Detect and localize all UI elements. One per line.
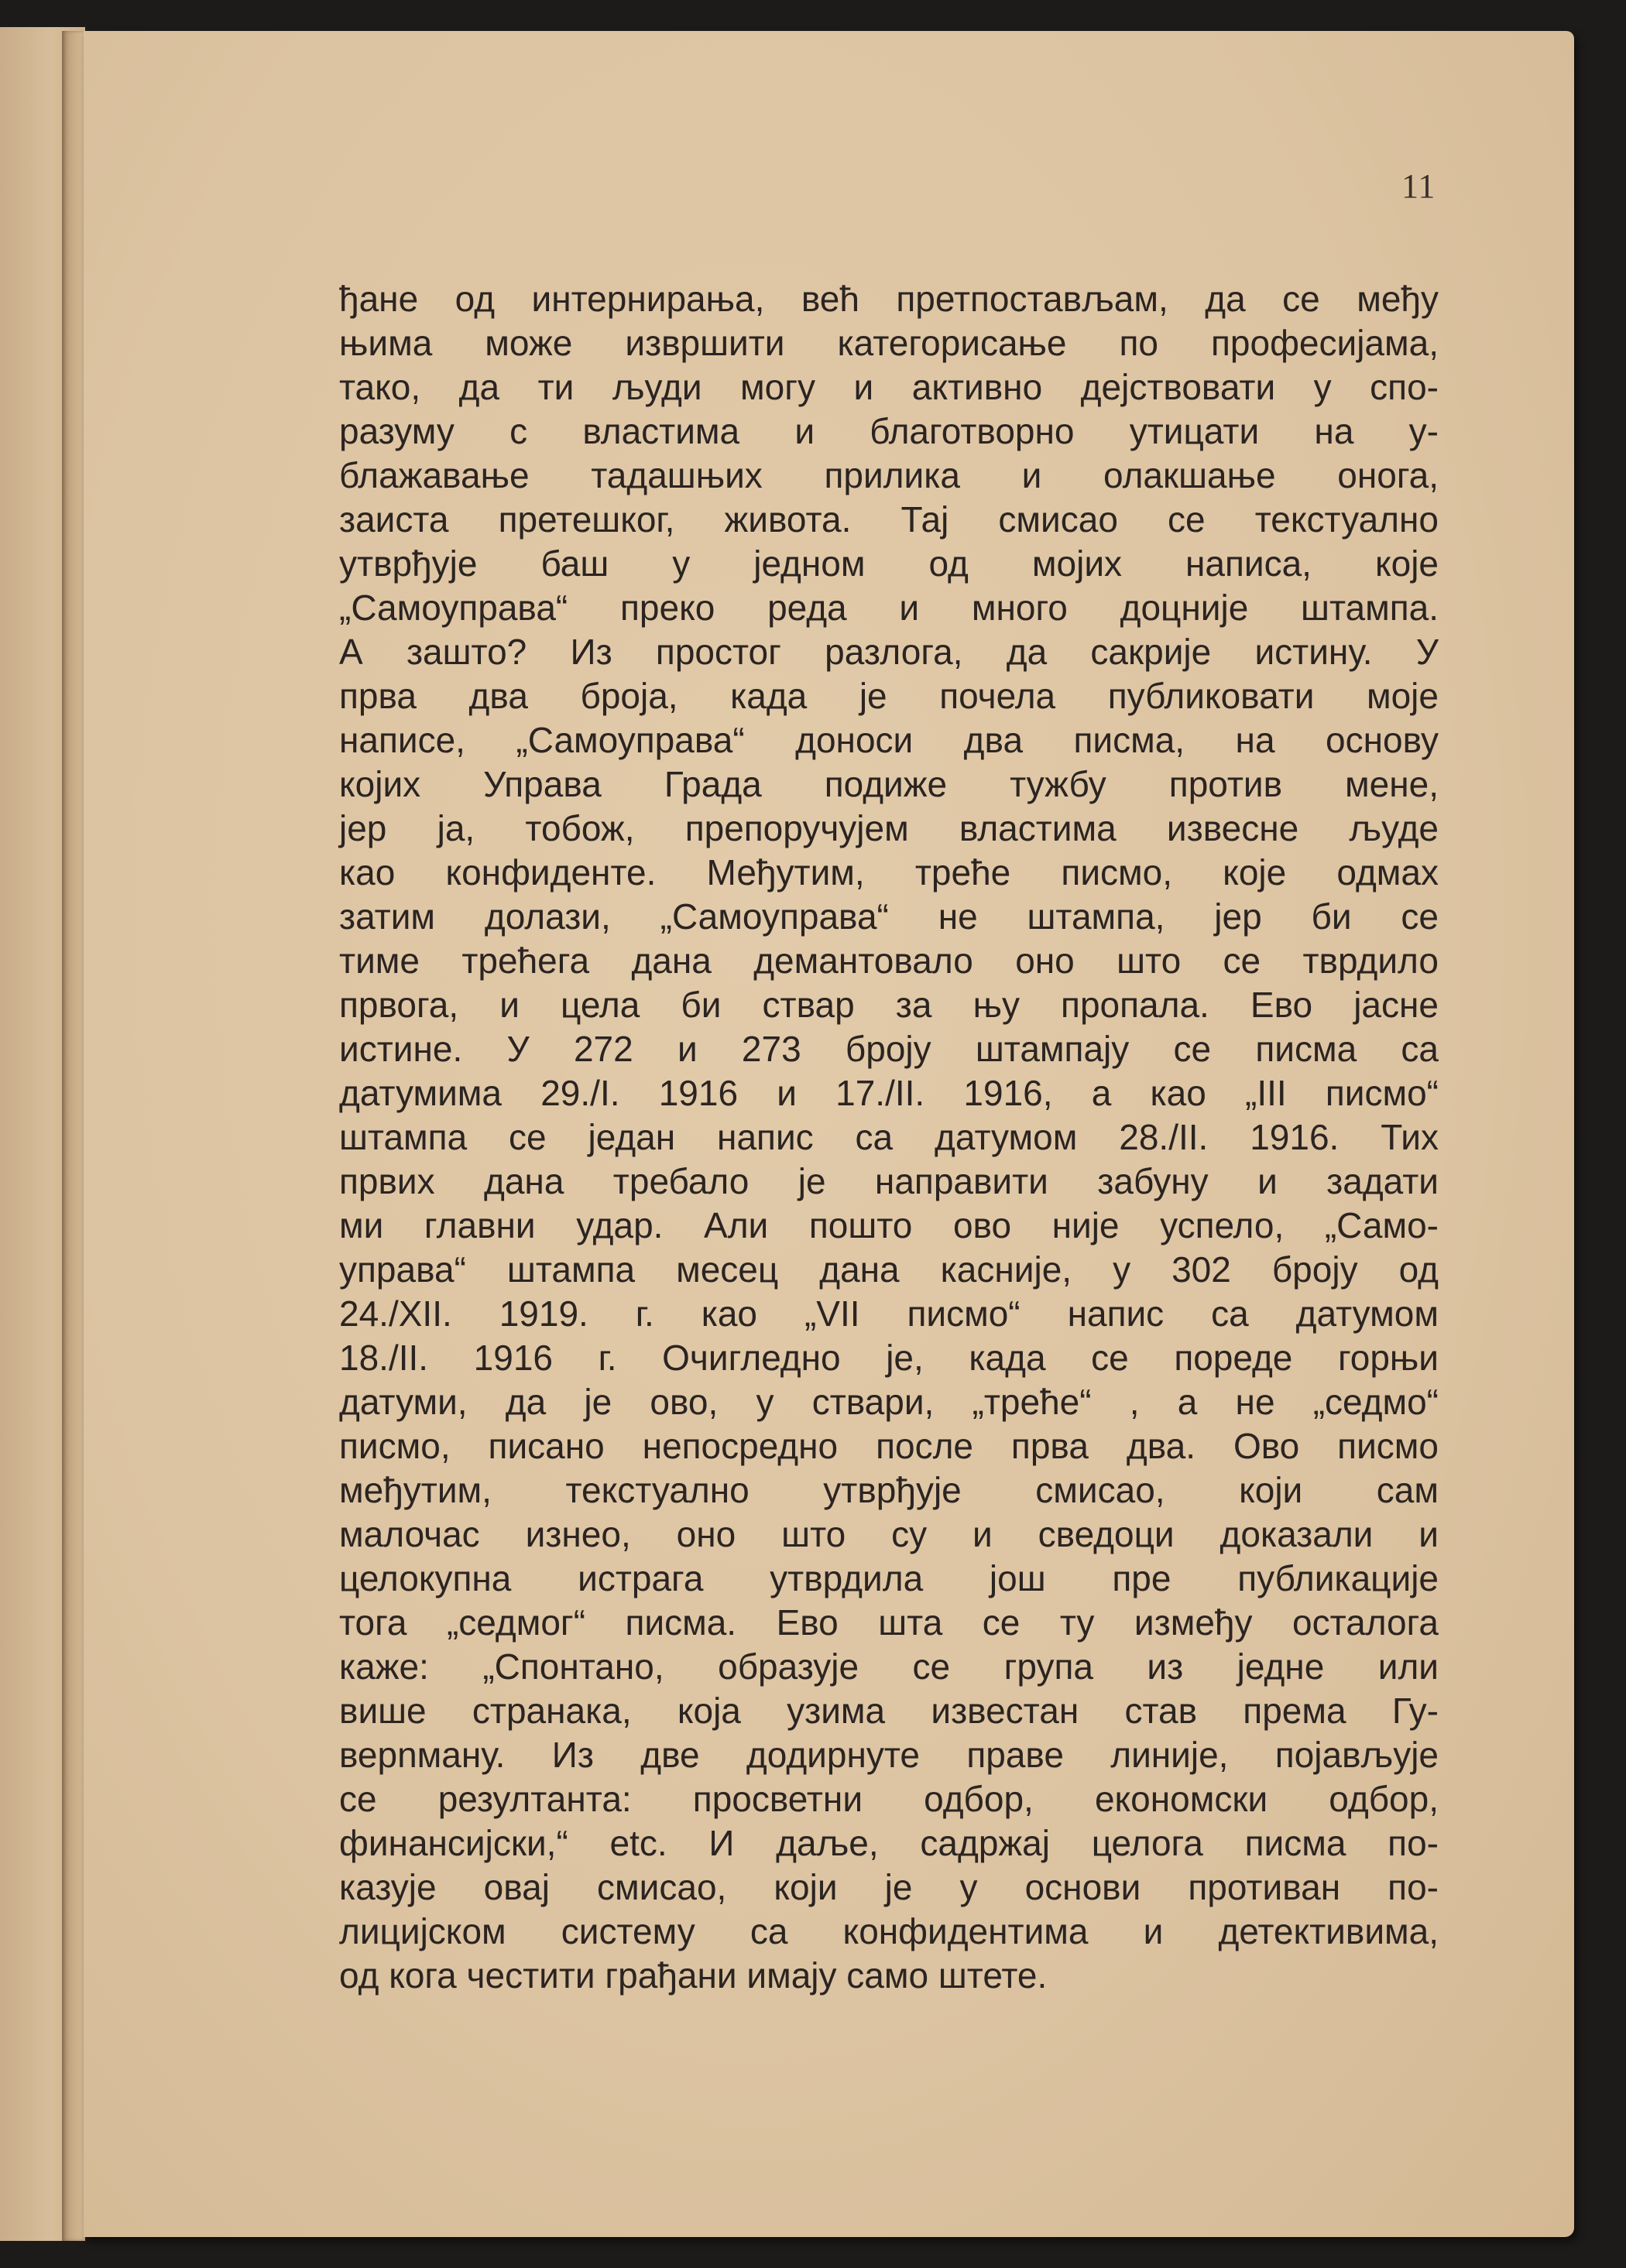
text-line: од кога честити грађани имају само штете. [339,1955,1048,1996]
text-line: јер ја, тобож, препоручујем властима извесне људе [339,808,1439,848]
text-line: заиста претешког, живота. Тај смисао се текстуално [339,499,1439,540]
book-gutter [62,31,84,2241]
text-line: написе, „Самоуправа“ доноси два писма, на основу [339,720,1439,760]
text-line: се резултанта: просветни одбор, економски одбор, [339,1779,1439,1819]
text-line: писмо, писано непосредно после прва два. Ово писмо [339,1426,1439,1466]
text-line: првих дана требало је направити забуну и задати [339,1161,1439,1201]
text-line: малочас изнео, оно што су и сведоци доказали и [339,1514,1439,1554]
page-number: 11 [1401,167,1436,205]
text-line: штампа се један напис са датумом 28./II. 1916. Тих [339,1117,1439,1157]
text-line: првога, и цела би ствар за њу пропала. Ево јасне [339,985,1439,1025]
text-line: ђане од интернирања, већ претпостављам, да се међу [339,279,1439,319]
text-line: целокупна истрага утврдила још пре публикације [339,1558,1439,1598]
text-line: прва два броја, када је почела публиковати моје [339,676,1439,716]
text-line: њима може извршити категорисање по професијама, [339,323,1439,363]
text-line: разуму с властима и благотворно утицати на у- [339,411,1439,451]
text-line: А зашто? Из простог разлога, да сакрије истину. У [339,632,1439,672]
text-line: тако, да ти људи могу и активно дејствовати у спо- [339,367,1439,407]
text-line: датуми, да је ово, у ствари, „треће“ , а не „седмо“ [339,1382,1439,1422]
text-line: као конфиденте. Међутим, треће писмо, које одмах [339,852,1439,892]
text-line: управа“ штампа месец дана касније, у 302 броју од [339,1249,1439,1290]
text-line: више странака, која узима известан став према Гу- [339,1691,1439,1731]
text-line: истине. У 272 и 273 броју штампају се писма са [339,1029,1439,1069]
text-line: којих Управа Града подиже тужбу против мене, [339,764,1439,804]
text-line: лицијском систему са конфидентима и детективима, [339,1911,1439,1951]
body-text [339,277,1439,1998]
text-line: блажавање тадашњих прилика и олакшање онога, [339,455,1439,495]
book-page [84,31,1574,2237]
text-line: ми главни удар. Али пошто ово није успело, „Само- [339,1205,1439,1245]
text-line: казује овај смисао, који је у основи противан по- [339,1867,1439,1907]
text-line: утврђује баш у једном од мојих написа, које [339,543,1439,584]
text-line: каже: „Спонтано, образује се група из једне или [339,1646,1439,1687]
text-line: „Самоуправа“ преко реда и много доцније штампа. [339,588,1439,628]
text-line: финансијски,“ etc. И даље, садржај целога писма по- [339,1823,1439,1863]
text-line: тиме трећега дана демантовало оно што се тврдило [339,940,1439,981]
text-line: затим долази, „Самоуправа“ не штампа, јер би се [339,896,1439,937]
text-line: тога „седмог“ писма. Ево шта се ту између осталога [339,1602,1439,1643]
text-line: међутим, текстуално утврђује смисао, који сам [339,1470,1439,1510]
text-line: верnману. Из две додирнуте праве линије, појављује [339,1735,1439,1775]
text-line: датумима 29./I. 1916 и 17./II. 1916, а као „III писмо“ [339,1073,1439,1113]
text-line: 24./XII. 1919. г. као „VII писмо“ напис са датумом [339,1293,1439,1334]
text-line: 18./II. 1916 г. Очигледно је, када се пореде горњи [339,1338,1439,1378]
